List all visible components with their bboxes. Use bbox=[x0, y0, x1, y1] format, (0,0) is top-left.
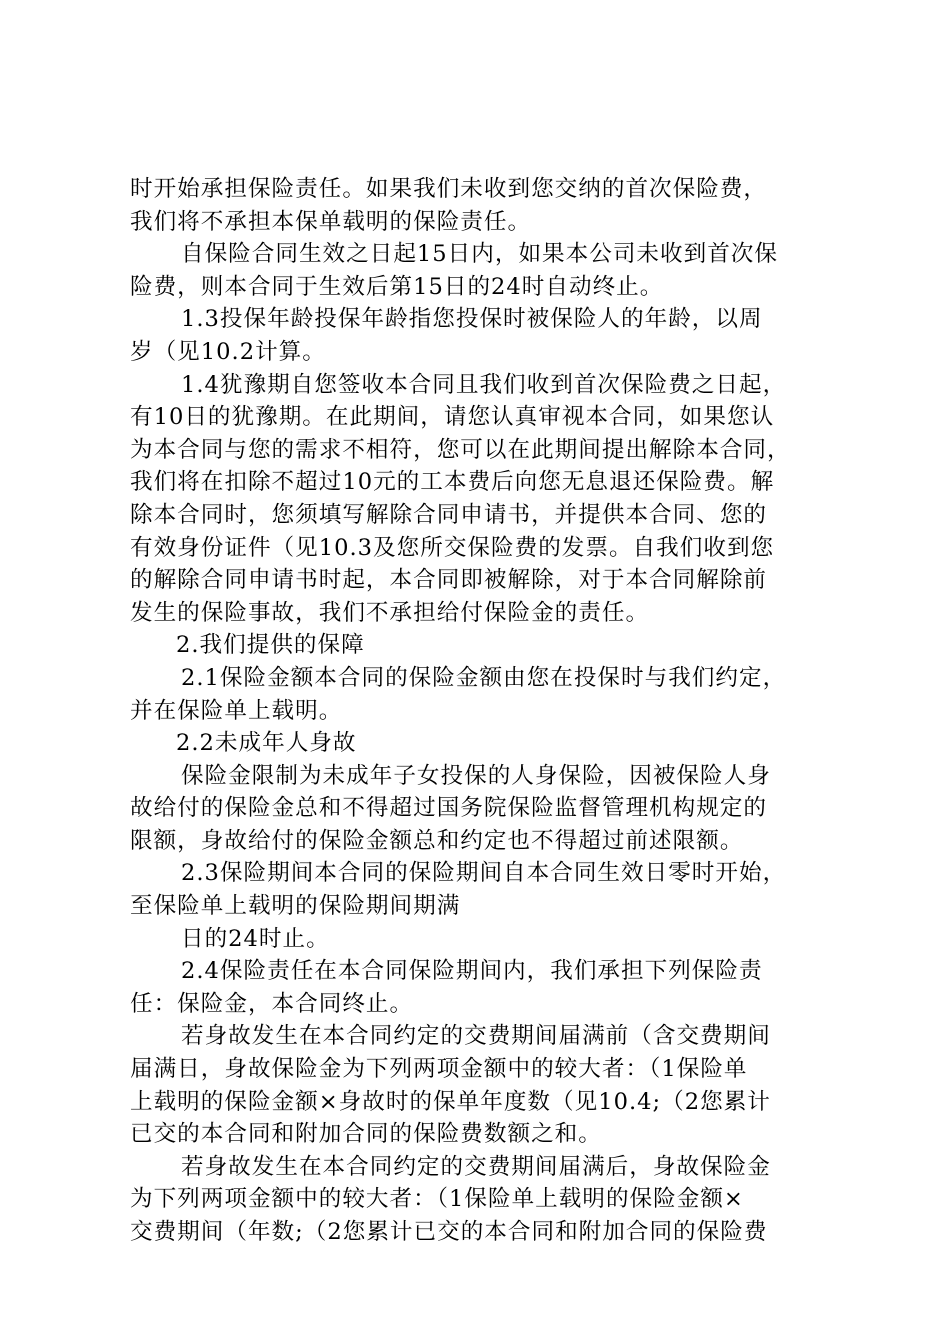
text-line: 有效身份证件（见10.3及您所交保险费的发票。自我们收到您 bbox=[130, 534, 775, 561]
text-line: 若身故发生在本合同约定的交费期间届满后，身故保险金 bbox=[181, 1153, 771, 1180]
text-line: 日的24时止。 bbox=[181, 925, 330, 952]
section-heading: 2.我们提供的保障 bbox=[176, 632, 365, 659]
text-line: 为下列两项金额中的较大者：（1保险单上载明的保险金额× bbox=[130, 1186, 744, 1213]
text-line: 限额，身故给付的保险金额总和约定也不得超过前述限额。 bbox=[130, 827, 744, 854]
body-text bbox=[130, 173, 842, 1249]
text-line: 保险金限制为未成年子女投保的人身保险，因被保险人身 bbox=[181, 762, 771, 789]
text-line: 2.4保险责任在本合同保险期间内，我们承担下列保险责 bbox=[181, 958, 763, 985]
section-heading: 2.2未成年人身故 bbox=[176, 730, 357, 757]
text-line: 若身故发生在本合同约定的交费期间届满前（含交费期间 bbox=[181, 1023, 771, 1050]
text-line: 已交的本合同和附加合同的保险费数额之和。 bbox=[130, 1121, 602, 1148]
text-line: 险费，则本合同于生效后第15日的24时自动终止。 bbox=[130, 273, 664, 300]
text-line: 并在保险单上载明。 bbox=[130, 697, 343, 724]
text-line: 1.4犹豫期自您签收本合同且我们收到首次保险费之日起， bbox=[181, 371, 787, 398]
text-line: 任：保险金，本合同终止。 bbox=[130, 990, 414, 1017]
text-line: 发生的保险事故，我们不承担给付保险金的责任。 bbox=[130, 599, 650, 626]
text-line: 的解除合同申请书时起，本合同即被解除，对于本合同解除前 bbox=[130, 567, 768, 594]
text-line: 我们将在扣除不超过10元的工本费后向您无息退还保险费。解 bbox=[130, 469, 775, 496]
text-line: 至保险单上载明的保险期间期满 bbox=[130, 893, 461, 920]
text-line: 有10日的犹豫期。在此期间，请您认真审视本合同，如果您认 bbox=[130, 404, 775, 431]
text-line: 岁（见10.2计算。 bbox=[130, 338, 326, 365]
text-line: 时开始承担保险责任。如果我们未收到您交纳的首次保险费， bbox=[130, 176, 768, 202]
text-line: 除本合同时，您须填写解除合同申请书，并提供本合同、您的 bbox=[130, 501, 768, 528]
text-line: 我们将不承担本保单载明的保险责任。 bbox=[130, 208, 532, 235]
text-line: 2.1保险金额本合同的保险金额由您在投保时与我们约定， bbox=[181, 664, 787, 691]
text-line: 故给付的保险金总和不得超过国务院保险监督管理机构规定的 bbox=[130, 795, 768, 822]
text-line: 为本合同与您的需求不相符，您可以在此期间提出解除本合同， bbox=[130, 436, 791, 463]
text-line: 2.3保险期间本合同的保险期间自本合同生效日零时开始， bbox=[181, 860, 787, 887]
text-line: 上载明的保险金额×身故时的保单年度数（见10.4;（2您累计 bbox=[130, 1088, 771, 1115]
text-line: 交费期间（年数;（2您累计已交的本合同和附加合同的保险费 bbox=[130, 1219, 768, 1245]
text-line: 届满日，身故保险金为下列两项金额中的较大者：（1保险单 bbox=[130, 1056, 748, 1083]
text-line: 自保险合同生效之日起15日内，如果本公司未收到首次保 bbox=[181, 241, 778, 268]
text-line: 1.3投保年龄投保年龄指您投保时被保险人的年龄，以周 bbox=[181, 306, 763, 333]
